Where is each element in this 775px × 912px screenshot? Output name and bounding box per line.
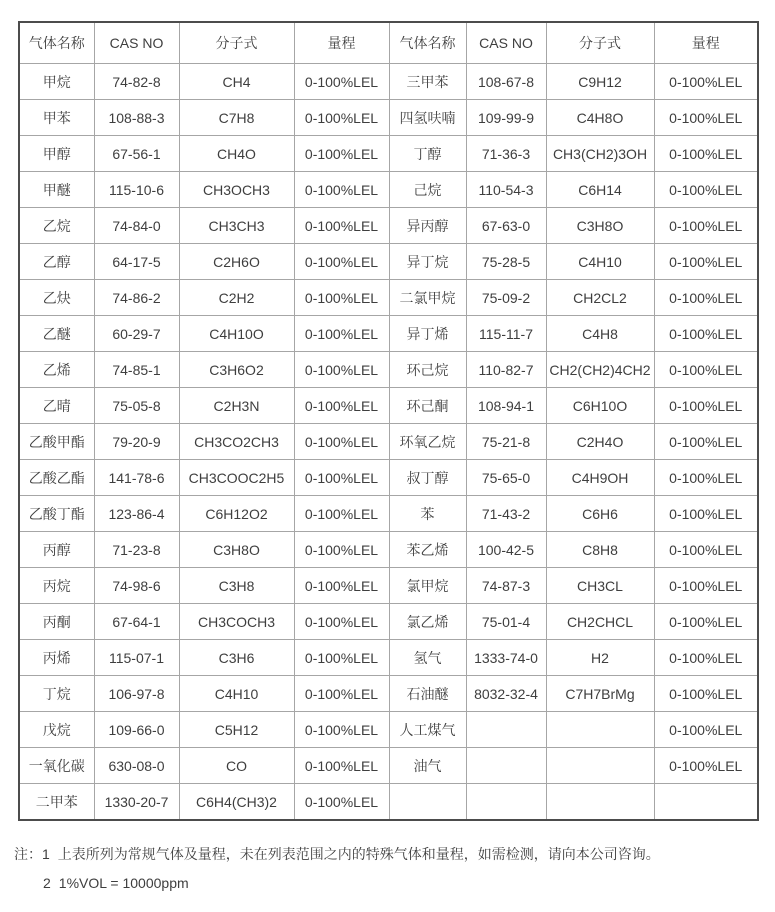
table-cell: 109-66-0 [94,712,179,748]
table-cell: 71-43-2 [466,496,546,532]
table-row [19,604,758,640]
table-cell: C4H8 [546,316,654,352]
table-cell: 二甲苯 [19,784,94,821]
table-cell: C3H6 [179,640,294,676]
table-cell: 71-36-3 [466,136,546,172]
note-1-label: 注：1 [14,846,50,862]
table-cell: 0-100%LEL [294,388,389,424]
table-cell: 一氧化碳 [19,748,94,784]
table-cell: C6H4(CH3)2 [179,784,294,821]
table-cell: 环己烷 [389,352,466,388]
table-cell: 110-82-7 [466,352,546,388]
table-cell: 丙烷 [19,568,94,604]
table-cell: 67-56-1 [94,136,179,172]
table-cell: CH4 [179,64,294,100]
table-cell: C6H12O2 [179,496,294,532]
table-cell: 115-07-1 [94,640,179,676]
table-cell: CH2CL2 [546,280,654,316]
table-row [19,208,758,244]
header-row [19,22,758,64]
table-row [19,712,758,748]
table-cell: 0-100%LEL [654,64,758,100]
table-cell: CH3COOC2H5 [179,460,294,496]
table-cell: 115-10-6 [94,172,179,208]
table-cell: 74-82-8 [94,64,179,100]
table-cell: CH3(CH2)3OH [546,136,654,172]
table-cell: 0-100%LEL [294,316,389,352]
table-cell: 64-17-5 [94,244,179,280]
table-cell: 74-86-2 [94,280,179,316]
table-cell: CO [179,748,294,784]
note-1-text: 上表所列为常规气体及量程，未在列表范围之内的特殊气体和量程，如需检测，请向本公司咨询。 [57,846,660,862]
table-cell: 三甲苯 [389,64,466,100]
table-cell [466,784,546,821]
note-2-label: 2 [43,874,51,891]
table-cell: C3H8O [179,532,294,568]
table-cell: 环己酮 [389,388,466,424]
table-cell: 100-42-5 [466,532,546,568]
table-cell: 0-100%LEL [654,244,758,280]
table-cell: C9H12 [546,64,654,100]
table-cell: 0-100%LEL [654,316,758,352]
table-cell: 0-100%LEL [294,244,389,280]
table-cell: 74-98-6 [94,568,179,604]
table-cell: 123-86-4 [94,496,179,532]
table-cell: 630-08-0 [94,748,179,784]
table-cell: 0-100%LEL [654,208,758,244]
table-cell [654,784,758,821]
table-row [19,568,758,604]
table-cell [546,712,654,748]
table-cell: 0-100%LEL [294,100,389,136]
table-cell: 0-100%LEL [654,748,758,784]
table-cell: 108-67-8 [466,64,546,100]
table-cell: 乙醚 [19,316,94,352]
gas-table-container [18,21,759,821]
table-cell: 0-100%LEL [294,172,389,208]
table-cell: 0-100%LEL [294,64,389,100]
table-cell: CH3OCH3 [179,172,294,208]
table-cell: 75-65-0 [466,460,546,496]
table-cell: 8032-32-4 [466,676,546,712]
table-cell: 75-05-8 [94,388,179,424]
table-row [19,460,758,496]
table-cell: CH2(CH2)4CH2 [546,352,654,388]
table-cell: 60-29-7 [94,316,179,352]
table-row [19,100,758,136]
table-cell: C2H2 [179,280,294,316]
table-cell: 氯甲烷 [389,568,466,604]
table-cell: 丙酮 [19,604,94,640]
table-row [19,532,758,568]
table-row [19,388,758,424]
table-cell: 异丁烯 [389,316,466,352]
table-cell: 109-99-9 [466,100,546,136]
table-row [19,748,758,784]
table-cell: 甲苯 [19,100,94,136]
table-row [19,136,758,172]
table-cell: C3H6O2 [179,352,294,388]
table-cell: 环氧乙烷 [389,424,466,460]
table-cell: 氢气 [389,640,466,676]
table-cell: 甲醚 [19,172,94,208]
note-2-text: 1%VOL = 10000ppm [58,874,189,891]
table-header [19,22,758,64]
table-cell: 79-20-9 [94,424,179,460]
table-cell: H2 [546,640,654,676]
table-cell: CH3CH3 [179,208,294,244]
table-cell: C7H7BrMg [546,676,654,712]
table-row [19,352,758,388]
header-cas-no-left: CAS NO [94,22,179,64]
table-cell: 0-100%LEL [654,352,758,388]
header-formula-left: 分子式 [179,22,294,64]
table-cell: 75-28-5 [466,244,546,280]
table-cell: 0-100%LEL [294,784,389,821]
table-body [19,64,758,821]
table-cell: 75-01-4 [466,604,546,640]
table-cell: 乙酸乙酯 [19,460,94,496]
table-cell: 丁醇 [389,136,466,172]
table-cell: 0-100%LEL [294,352,389,388]
table-cell [466,748,546,784]
table-cell: C6H10O [546,388,654,424]
table-cell: 1333-74-0 [466,640,546,676]
table-cell: 四氢呋喃 [389,100,466,136]
table-cell: 74-85-1 [94,352,179,388]
table-cell: 丁烷 [19,676,94,712]
table-cell: C8H8 [546,532,654,568]
table-cell: 0-100%LEL [654,280,758,316]
table-row [19,64,758,100]
table-row [19,316,758,352]
table-cell: 戊烷 [19,712,94,748]
table-cell: 异丁烷 [389,244,466,280]
table-cell: 75-21-8 [466,424,546,460]
note-2 [43,875,660,892]
table-cell: 丙醇 [19,532,94,568]
table-cell: 74-84-0 [94,208,179,244]
table-cell: 110-54-3 [466,172,546,208]
table-row [19,640,758,676]
table-cell: 苯乙烯 [389,532,466,568]
table-cell: 75-09-2 [466,280,546,316]
table-cell: 0-100%LEL [654,676,758,712]
table-cell: 0-100%LEL [654,136,758,172]
table-cell: CH4O [179,136,294,172]
table-cell: 油气 [389,748,466,784]
table-cell: 0-100%LEL [654,496,758,532]
table-cell: 1330-20-7 [94,784,179,821]
header-range-left: 量程 [294,22,389,64]
table-cell: 苯 [389,496,466,532]
table-cell: 0-100%LEL [294,676,389,712]
table-cell: C2H4O [546,424,654,460]
table-cell: 0-100%LEL [294,748,389,784]
table-row [19,784,758,821]
table-cell: 叔丁醇 [389,460,466,496]
table-cell: 0-100%LEL [294,424,389,460]
table-cell: 甲烷 [19,64,94,100]
table-cell: CH3CO2CH3 [179,424,294,460]
table-cell: 二氯甲烷 [389,280,466,316]
table-row [19,496,758,532]
table-cell: 0-100%LEL [294,460,389,496]
table-cell: CH2CHCL [546,604,654,640]
table-cell: 115-11-7 [466,316,546,352]
header-formula-right: 分子式 [546,22,654,64]
table-cell: C6H6 [546,496,654,532]
table-cell: 0-100%LEL [294,640,389,676]
table-cell: 氯乙烯 [389,604,466,640]
table-cell: 141-78-6 [94,460,179,496]
table-row [19,280,758,316]
table-cell: 0-100%LEL [654,568,758,604]
table-cell: C4H10O [179,316,294,352]
table-cell: CH3COCH3 [179,604,294,640]
table-cell [466,712,546,748]
table-cell: 0-100%LEL [294,604,389,640]
gas-range-table [18,21,759,821]
table-cell: 106-97-8 [94,676,179,712]
table-cell: 石油醚 [389,676,466,712]
table-cell: 甲醇 [19,136,94,172]
table-cell: C6H14 [546,172,654,208]
table-cell: C4H10 [179,676,294,712]
table-cell: C4H10 [546,244,654,280]
header-gas-name-left: 气体名称 [19,22,94,64]
table-cell: 0-100%LEL [654,712,758,748]
table-cell: 己烷 [389,172,466,208]
table-cell: 0-100%LEL [294,532,389,568]
table-cell: CH3CL [546,568,654,604]
table-row [19,172,758,208]
table-cell: 乙酸丁酯 [19,496,94,532]
table-cell: 0-100%LEL [654,532,758,568]
header-gas-name-right: 气体名称 [389,22,466,64]
table-cell: 异丙醇 [389,208,466,244]
table-cell: 67-64-1 [94,604,179,640]
table-cell: 0-100%LEL [654,460,758,496]
table-cell: C4H9OH [546,460,654,496]
table-cell: 乙烯 [19,352,94,388]
table-cell [546,748,654,784]
table-cell: 0-100%LEL [654,640,758,676]
table-cell: 乙酸甲酯 [19,424,94,460]
table-cell: C4H8O [546,100,654,136]
table-row [19,244,758,280]
table-cell: C7H8 [179,100,294,136]
table-cell: C2H3N [179,388,294,424]
table-cell: 0-100%LEL [654,604,758,640]
table-cell: 人工煤气 [389,712,466,748]
table-cell: 乙醇 [19,244,94,280]
table-cell: 乙烷 [19,208,94,244]
table-cell [546,784,654,821]
table-row [19,424,758,460]
header-cas-no-right: CAS NO [466,22,546,64]
table-cell: 0-100%LEL [294,712,389,748]
table-cell: C5H12 [179,712,294,748]
note-1 [14,846,660,863]
table-cell: 0-100%LEL [294,136,389,172]
table-cell: 108-88-3 [94,100,179,136]
table-cell: 乙晴 [19,388,94,424]
footnotes [14,846,660,892]
table-cell: C3H8 [179,568,294,604]
table-cell: 0-100%LEL [654,388,758,424]
table-cell: 0-100%LEL [294,568,389,604]
table-cell: 67-63-0 [466,208,546,244]
table-cell: 0-100%LEL [294,280,389,316]
table-cell: 0-100%LEL [294,496,389,532]
table-cell: 0-100%LEL [294,208,389,244]
table-row [19,676,758,712]
table-cell: 0-100%LEL [654,424,758,460]
table-cell: 108-94-1 [466,388,546,424]
table-cell: 丙烯 [19,640,94,676]
table-cell: 74-87-3 [466,568,546,604]
table-cell: C3H8O [546,208,654,244]
header-range-right: 量程 [654,22,758,64]
table-cell: C2H6O [179,244,294,280]
table-cell: 71-23-8 [94,532,179,568]
table-cell: 0-100%LEL [654,100,758,136]
table-cell [389,784,466,821]
table-cell: 0-100%LEL [654,172,758,208]
table-cell: 乙炔 [19,280,94,316]
